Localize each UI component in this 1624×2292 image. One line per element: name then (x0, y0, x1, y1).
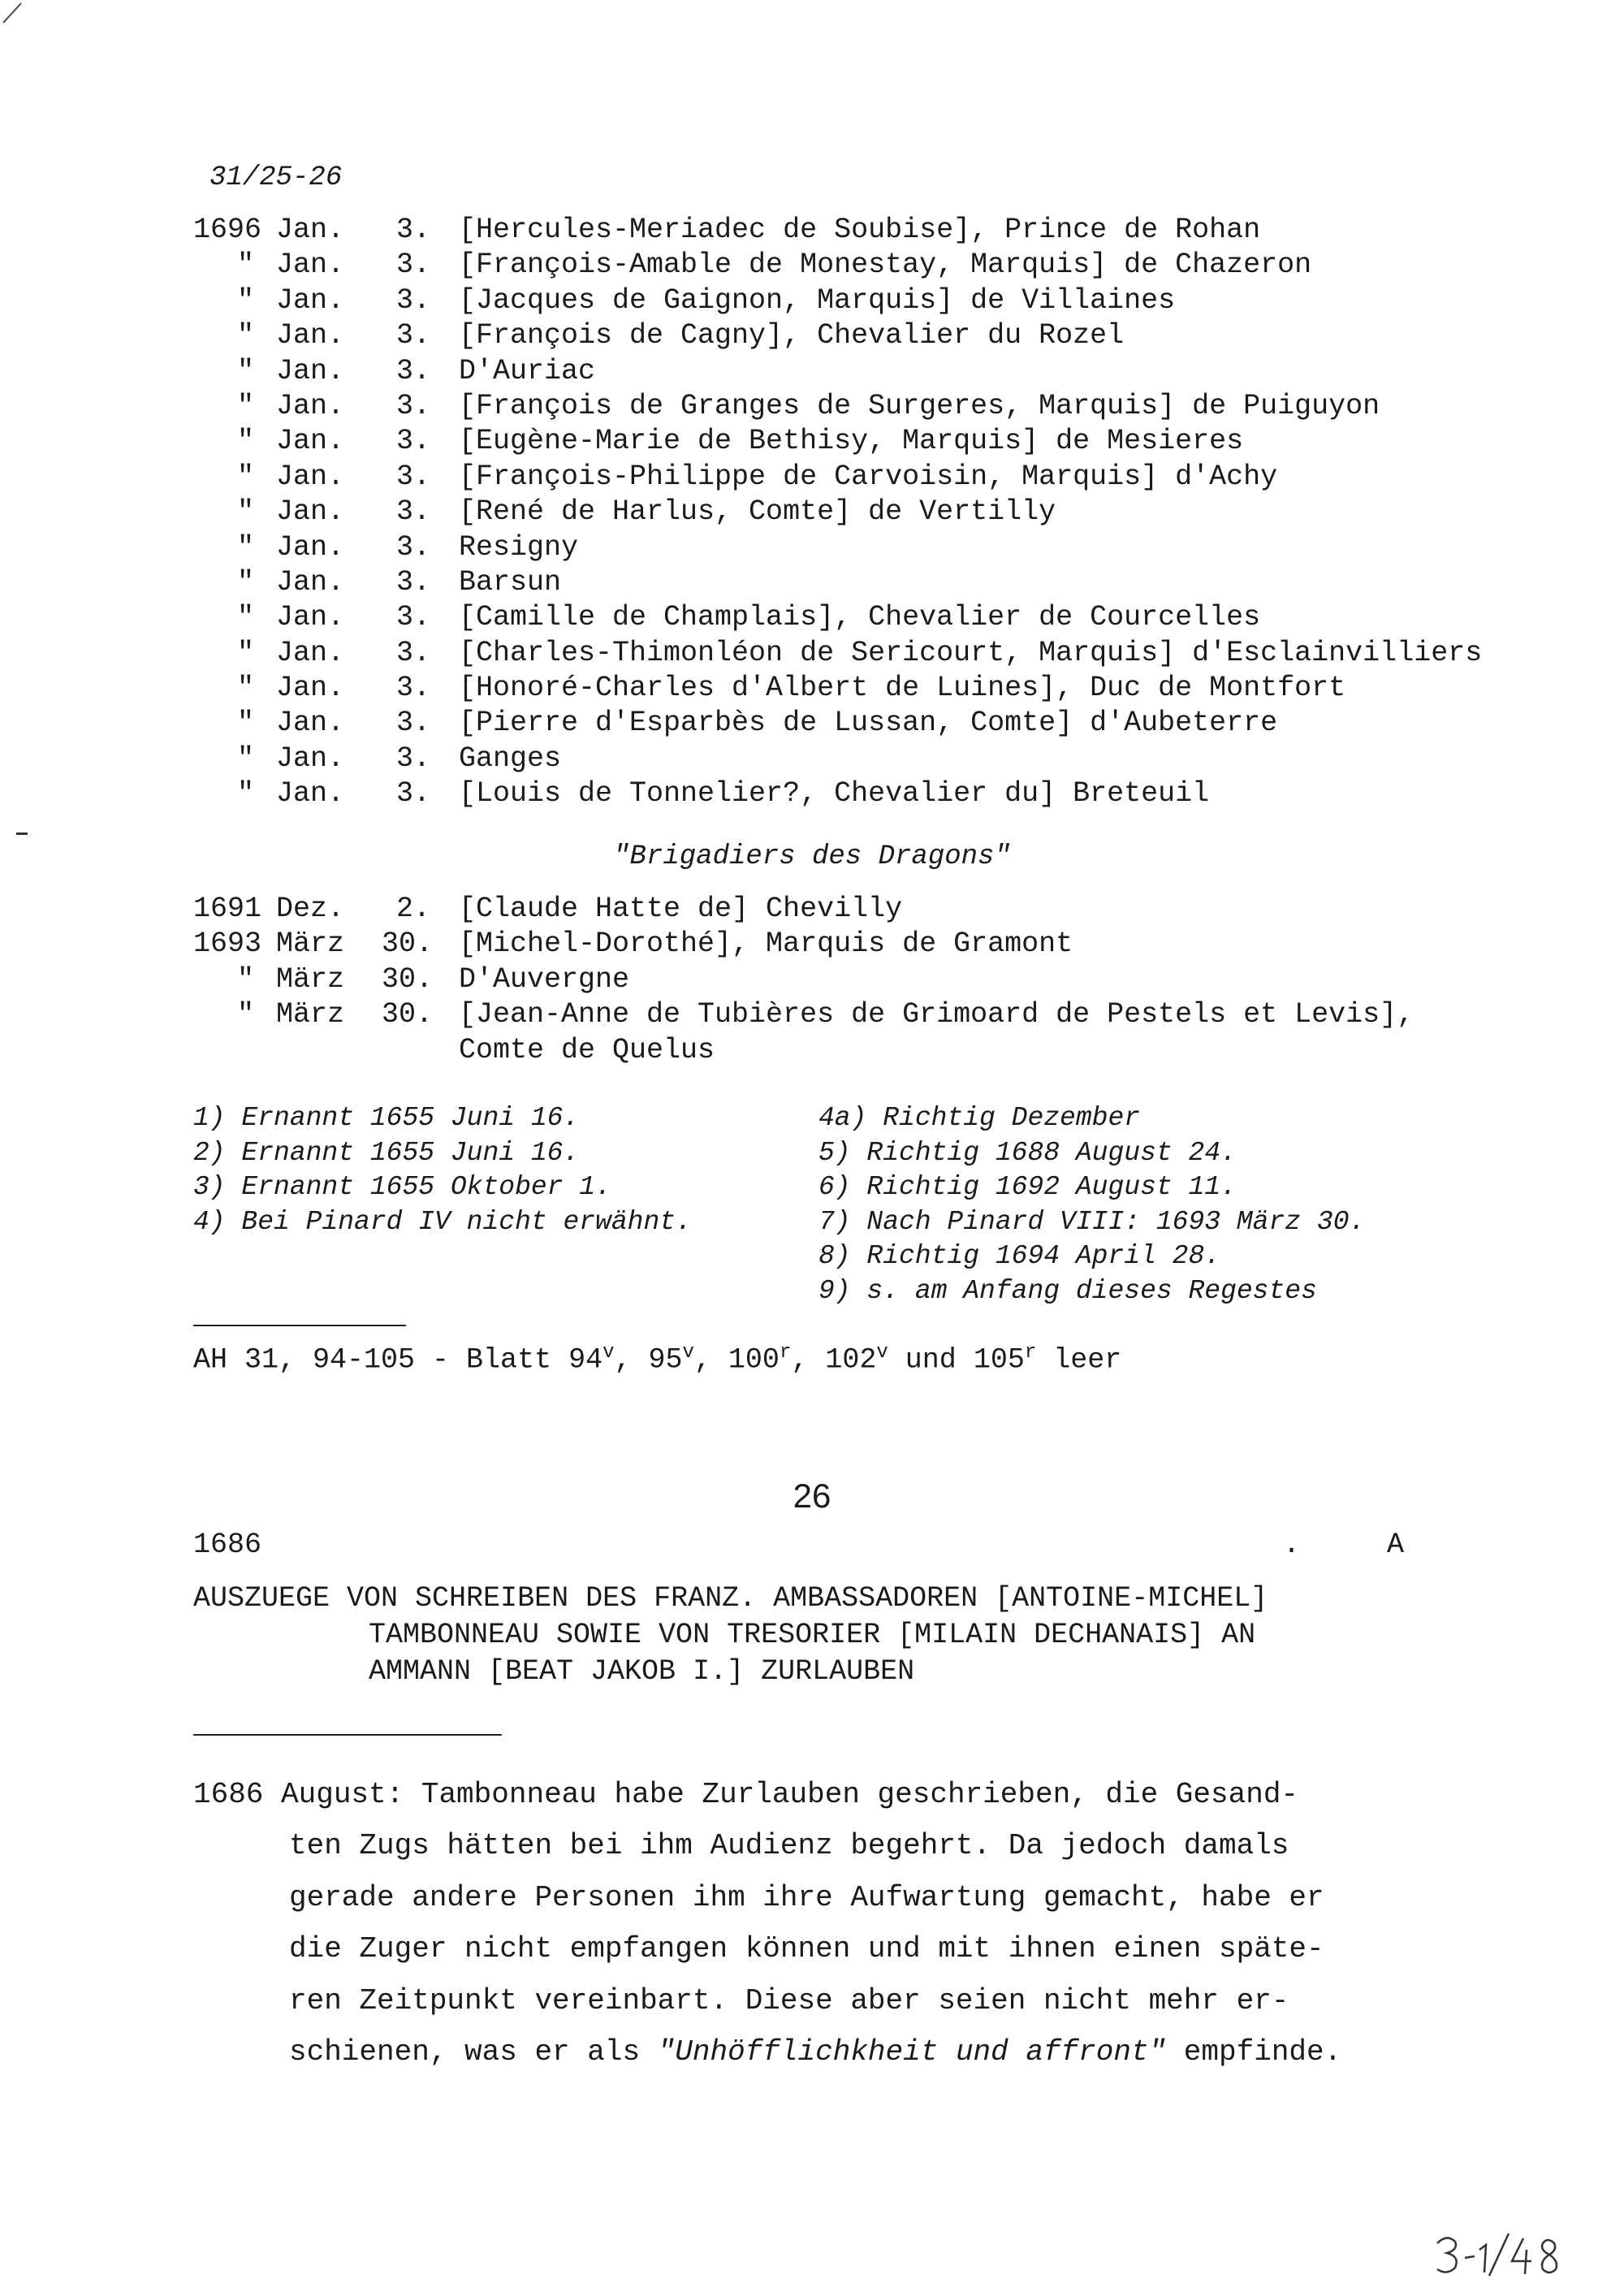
entry-month: Jan. (276, 319, 345, 352)
list-item (193, 530, 1492, 565)
entry-day: 3. (395, 601, 430, 634)
entry-month: Jan. (276, 389, 345, 422)
list-item (193, 997, 1492, 1032)
list-item (193, 776, 1492, 811)
entry-month: Dez. (276, 893, 345, 925)
entry-name: [Pierre d'Esparbès de Lussan, Comte] d'Aubeterre (459, 707, 1278, 740)
entry-day: 3. (395, 495, 430, 529)
footnote: 8) Richtig 1694 April 28. (818, 1241, 1221, 1272)
entry-name: [Michel-Dorothé], Marquis de Gramont (459, 928, 1073, 961)
heading-line: AUSZUEGE VON SCHREIBEN DES FRANZ. AMBASSADOREN [ANTOINE-MICHEL] (193, 1582, 1268, 1615)
list-item (193, 742, 1492, 776)
list-item (193, 389, 1492, 424)
entry-day: 3. (395, 530, 430, 564)
document-dot: . (1283, 1529, 1301, 1561)
entry-year: " (237, 565, 255, 599)
footnote: 2) Ernannt 1655 Juni 16. (193, 1137, 580, 1168)
list-item (193, 213, 1492, 248)
entry-month: März (276, 998, 345, 1031)
entry-month: Jan. (276, 707, 345, 740)
source-text: , 100 (693, 1343, 780, 1377)
list-item (193, 636, 1492, 671)
entry-month: Jan. (276, 742, 345, 775)
document-number: 26 (793, 1477, 831, 1515)
list-item (193, 354, 1492, 389)
list-item (193, 283, 1492, 318)
list-item (193, 706, 1492, 741)
entry-day: 3. (395, 777, 430, 811)
footnote: 4) Bei Pinard IV nicht erwähnt. (193, 1206, 692, 1237)
list-item (193, 600, 1492, 635)
entry-day: 3. (395, 319, 430, 352)
footnote: 6) Richtig 1692 August 11. (818, 1172, 1237, 1203)
margin-tick (16, 832, 28, 835)
body-text (193, 1769, 1341, 2078)
list-item (193, 927, 1492, 962)
entry-day: 30. (382, 998, 434, 1031)
body-text-part: empfinde. (1166, 2035, 1342, 2069)
superscript: v (876, 1342, 888, 1364)
entry-day: 3. (395, 742, 430, 775)
entry-day: 3. (395, 249, 430, 282)
entry-month: Jan. (276, 777, 345, 811)
entry-day: 3. (395, 672, 430, 705)
source-reference (193, 1342, 1121, 1377)
entry-day: 3. (395, 283, 430, 317)
footnote: 9) s. am Anfang dieses Regestes (818, 1275, 1317, 1306)
entry-day: 3. (395, 707, 430, 740)
footnote: 4a) Richtig Dezember (818, 1103, 1141, 1133)
entry-year: " (237, 962, 255, 996)
entry-year: " (237, 460, 255, 493)
list-item (193, 318, 1492, 353)
entry-year: " (237, 495, 255, 529)
list-item (193, 962, 1492, 997)
entry-year: 1691 (193, 893, 262, 925)
entry-name: [Claude Hatte de] Chevilly (459, 893, 903, 925)
divider (193, 1325, 406, 1326)
superscript: v (603, 1342, 615, 1364)
divider (193, 1734, 502, 1736)
entry-day: 2. (395, 893, 430, 925)
body-line: ren Zeitpunkt vereinbart. Diese aber seien nicht mehr er- (289, 1983, 1289, 2017)
source-text: , 102 (791, 1343, 877, 1377)
entry-name: D'Auvergne (459, 962, 630, 996)
dragons-list (193, 892, 1492, 1068)
entry-year: " (237, 742, 255, 775)
body-line: die Zuger nicht empfangen können und mit ihnen einen späte- (289, 1932, 1324, 1966)
source-text: und 105 (888, 1343, 1025, 1377)
entry-month: Jan. (276, 460, 345, 493)
entry-day: 30. (382, 962, 434, 996)
heading-line: TAMBONNEAU SOWIE VON TRESORIER [MILAIN DECHANAIS] AN (369, 1619, 1256, 1651)
entry-year: " (237, 249, 255, 282)
entry-month: Jan. (276, 425, 345, 458)
entry-day: 30. (382, 928, 434, 961)
entry-day: 3. (395, 460, 430, 493)
list-item (193, 495, 1492, 530)
body-line: gerade andere Personen ihm ihre Aufwartung gemacht, habe er (289, 1880, 1324, 1914)
source-text: leer (1036, 1343, 1122, 1377)
entry-name: [Camille de Champlais], Chevalier de Courcelles (459, 601, 1261, 634)
entry-year: " (237, 425, 255, 458)
heading-line: AMMANN [BEAT JAKOB I.] ZURLAUBEN (369, 1655, 915, 1688)
entry-day: 3. (395, 565, 430, 599)
entry-day: 3. (395, 354, 430, 387)
entry-month: Jan. (276, 354, 345, 387)
entry-day: 3. (395, 425, 430, 458)
entry-month: März (276, 962, 345, 996)
entry-year: " (237, 354, 255, 387)
entry-day: 3. (395, 214, 430, 246)
entry-name-continuation: Comte de Quelus (459, 1033, 715, 1066)
footnote: 1) Ernannt 1655 Juni 16. (193, 1103, 580, 1133)
entry-month: Jan. (276, 530, 345, 564)
document-type: A (1387, 1529, 1405, 1561)
entry-year: " (237, 319, 255, 352)
handwritten-signature (1429, 2225, 1592, 2282)
page-reference: 31/25-26 (209, 162, 343, 193)
entry-year: " (237, 998, 255, 1031)
entry-year: " (237, 777, 255, 811)
entry-year: " (237, 389, 255, 422)
entry-name: [Jacques de Gaignon, Marquis] de Villaines (459, 283, 1176, 317)
entry-name: [François de Granges de Surgeres, Marquis] de Puiguyon (459, 389, 1380, 422)
list-item-continuation (193, 1033, 1492, 1068)
entry-year: 1696 (193, 214, 262, 246)
entry-month: Jan. (276, 672, 345, 705)
entry-year: 1693 (193, 928, 262, 961)
list-item (193, 565, 1492, 600)
entry-month: Jan. (276, 601, 345, 634)
entry-name: Ganges (459, 742, 562, 775)
entry-name: [Hercules-Meriadec de Soubise], Prince de Rohan (459, 214, 1261, 246)
footnotes-left (193, 1101, 692, 1239)
superscript: r (1024, 1342, 1037, 1364)
entry-month: Jan. (276, 214, 345, 246)
document-year: 1686 (193, 1529, 262, 1561)
quotation: "Unhöfflichkheit und affront" (657, 2035, 1167, 2069)
entry-name: [François de Cagny], Chevalier du Rozel (459, 319, 1125, 352)
corner-tick-mark (2, 2, 26, 26)
footnote: 7) Nach Pinard VIII: 1693 März 30. (818, 1206, 1366, 1237)
list-item (193, 248, 1492, 283)
entry-month: Jan. (276, 495, 345, 529)
entry-name: [Charles-Thimonléon de Sericourt, Marquis] d'Esclainvilliers (459, 636, 1483, 669)
footnote: 5) Richtig 1688 August 24. (818, 1137, 1237, 1168)
superscript: r (779, 1342, 792, 1364)
entry-name: [Louis de Tonnelier?, Chevalier du] Breteuil (459, 777, 1210, 811)
entry-name: [François-Amable de Monestay, Marquis] de Chazeron (459, 249, 1312, 282)
list-item (193, 460, 1492, 495)
list-item (193, 424, 1492, 459)
list-item (193, 892, 1492, 927)
section-title: "Brigadiers des Dragons" (613, 841, 1011, 872)
entry-year: " (237, 601, 255, 634)
entry-month: März (276, 928, 345, 961)
body-line: 1686 August: Tambonneau habe Zurlauben geschrieben, die Gesand- (193, 1778, 1299, 1811)
entry-name: [François-Philippe de Carvoisin, Marquis] d'Achy (459, 460, 1278, 493)
list-item (193, 671, 1492, 706)
entry-name: D'Auriac (459, 354, 596, 387)
entry-name: Barsun (459, 565, 562, 599)
superscript: v (682, 1342, 694, 1364)
entry-year: " (237, 636, 255, 669)
entry-name: [René de Harlus, Comte] de Vertilly (459, 495, 1056, 529)
body-line: ten Zugs hätten bei ihm Audienz begehrt. Da jedoch damals (289, 1829, 1289, 1863)
entry-year: " (237, 707, 255, 740)
entry-name: [Jean-Anne de Tubières de Grimoard de Pestels et Levis], (459, 998, 1415, 1031)
entry-day: 3. (395, 636, 430, 669)
entry-month: Jan. (276, 283, 345, 317)
entry-month: Jan. (276, 565, 345, 599)
brigadier-list (193, 213, 1492, 812)
footnotes-right (818, 1101, 1365, 1309)
body-text-part: schienen, was er als (289, 2035, 658, 2069)
entry-year: " (237, 530, 255, 564)
entry-name: Resigny (459, 530, 579, 564)
footnote: 3) Ernannt 1655 Oktober 1. (193, 1172, 611, 1203)
source-text: , 95 (614, 1343, 683, 1377)
entry-year: " (237, 672, 255, 705)
entry-year: " (237, 283, 255, 317)
body-line (193, 2026, 1341, 2078)
entry-month: Jan. (276, 636, 345, 669)
source-text: AH 31, 94-105 - Blatt 94 (193, 1343, 603, 1377)
document-heading (193, 1581, 1268, 1690)
entry-name: [Eugène-Marie de Bethisy, Marquis] de Mesieres (459, 425, 1244, 458)
entry-day: 3. (395, 389, 430, 422)
entry-month: Jan. (276, 249, 345, 282)
entry-name: [Honoré-Charles d'Albert de Luines], Duc de Montfort (459, 672, 1346, 705)
